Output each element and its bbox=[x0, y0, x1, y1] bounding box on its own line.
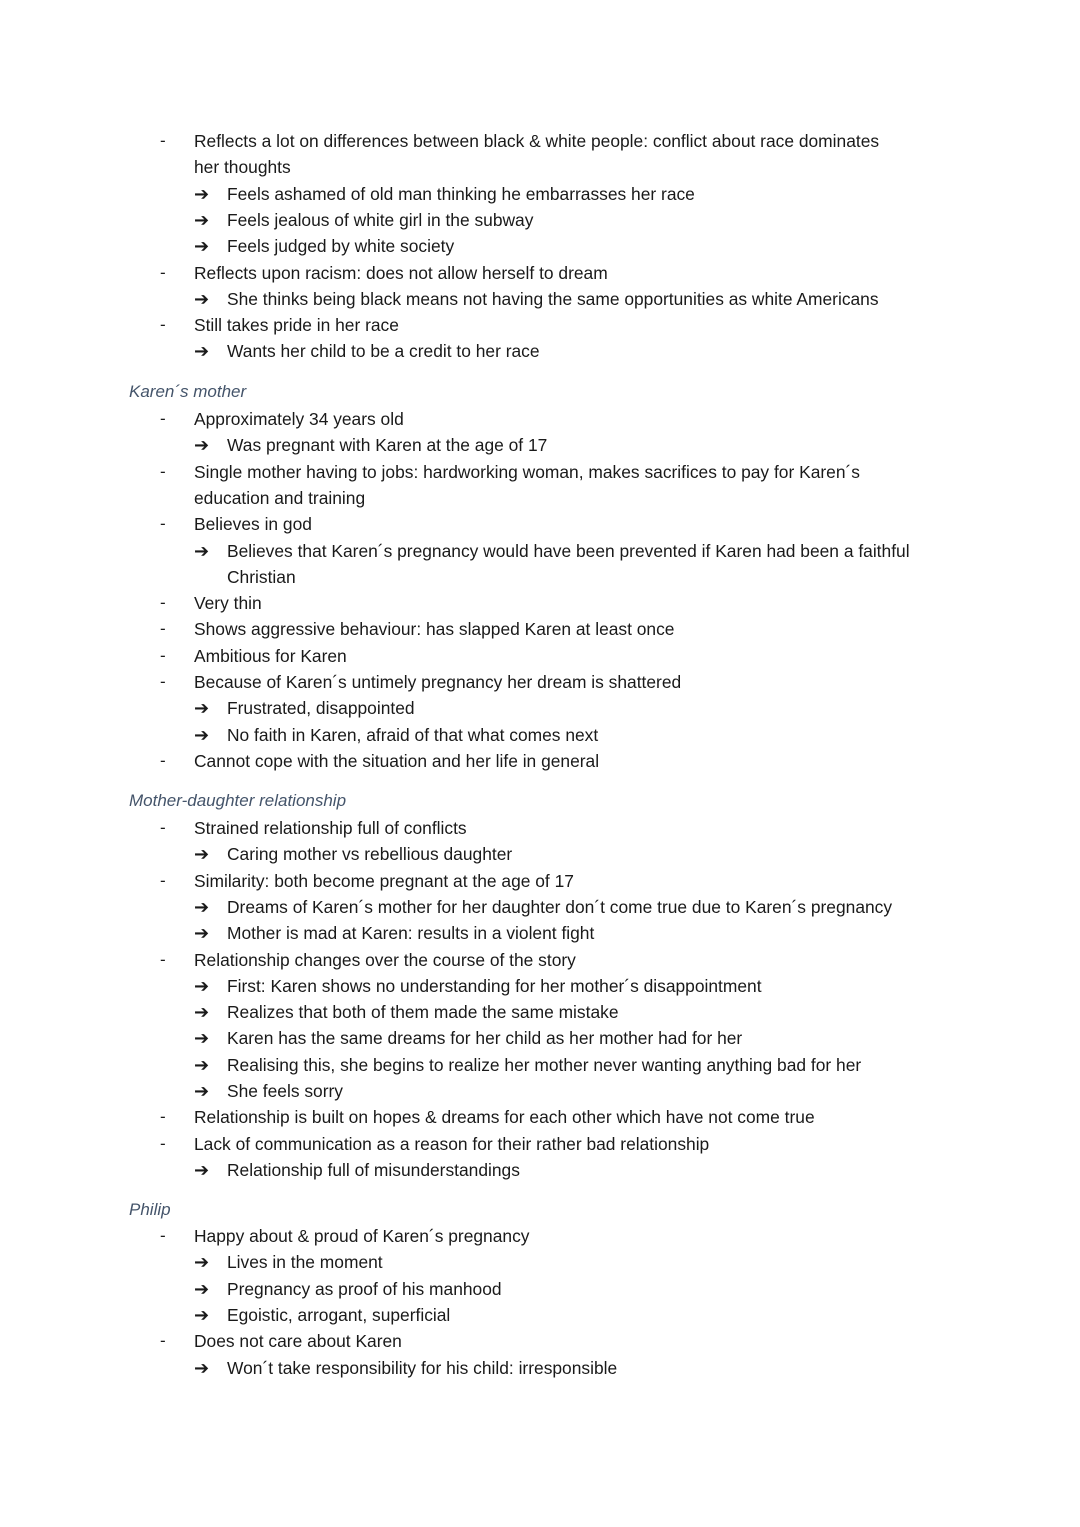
section-heading: Philip bbox=[129, 1200, 171, 1219]
bullet-text-continued: her thoughts bbox=[194, 157, 291, 178]
arrow-right-icon: ➔ bbox=[194, 288, 210, 309]
arrow-item-text: No faith in Karen, afraid of that what comes next bbox=[227, 724, 599, 745]
list-item bbox=[0, 999, 1000, 1025]
list-item bbox=[0, 181, 1000, 207]
bullet-text: Very thin bbox=[194, 593, 262, 614]
dash-bullet-icon: - bbox=[160, 262, 166, 282]
bullet-text: Does not care about Karen bbox=[194, 1331, 402, 1352]
dash-bullet-icon: - bbox=[160, 461, 166, 481]
arrow-item-text: Frustrated, disappointed bbox=[227, 698, 415, 719]
arrow-item-text: Believes that Karen´s pregnancy would have been prevented if Karen had been a faithful bbox=[227, 540, 910, 561]
list-item bbox=[0, 1223, 1000, 1249]
arrow-item-text-continued: Christian bbox=[227, 566, 296, 587]
list-item bbox=[0, 1131, 1000, 1157]
bullet-text: Lack of communication as a reason for their rather bad relationship bbox=[194, 1133, 710, 1154]
arrow-item-text: Realising this, she begins to realize her mother never wanting anything bad for her bbox=[227, 1054, 862, 1075]
list-item bbox=[0, 1157, 1000, 1183]
bullet-text: Believes in god bbox=[194, 514, 312, 535]
list-item bbox=[0, 815, 1000, 841]
arrow-item-text: Feels judged by white society bbox=[227, 236, 455, 257]
arrow-item-text: She feels sorry bbox=[227, 1081, 343, 1101]
arrow-right-icon: ➔ bbox=[194, 896, 210, 917]
list-item bbox=[0, 1104, 1000, 1130]
arrow-item-text: Relationship full of misunderstandings bbox=[227, 1159, 520, 1180]
bullet-text: Reflects upon racism: does not allow herself to dream bbox=[194, 262, 608, 283]
arrow-right-icon: ➔ bbox=[194, 236, 210, 257]
list-item bbox=[0, 286, 1000, 312]
arrow-right-icon: ➔ bbox=[194, 1252, 210, 1273]
arrow-item-text: She thinks being black means not having the same opportunities as white Americans bbox=[227, 288, 879, 309]
arrow-right-icon: ➔ bbox=[194, 209, 210, 230]
section-heading: Karen´s mother bbox=[129, 382, 247, 401]
arrow-right-icon: ➔ bbox=[194, 1278, 210, 1299]
arrow-item-text: Dreams of Karen´s mother for her daughter don´t come true due to Karen´s pregnancy bbox=[227, 896, 893, 917]
dash-bullet-icon: - bbox=[160, 818, 166, 837]
bullet-text: Approximately 34 years old bbox=[194, 409, 404, 429]
arrow-right-icon: ➔ bbox=[194, 698, 210, 719]
bullet-text: Shows aggressive behaviour: has slapped Karen at least once bbox=[194, 619, 675, 640]
list-item bbox=[0, 312, 1000, 338]
dash-bullet-icon: - bbox=[160, 1133, 166, 1153]
section-heading: Mother-daughter relationship bbox=[129, 791, 347, 810]
dash-bullet-icon: - bbox=[160, 949, 166, 969]
dash-bullet-icon: - bbox=[160, 645, 166, 665]
dash-bullet-icon: - bbox=[160, 1226, 166, 1245]
arrow-right-icon: ➔ bbox=[194, 183, 210, 204]
bullet-text: Still takes pride in her race bbox=[194, 315, 399, 336]
list-item bbox=[0, 154, 1000, 180]
dash-bullet-icon: - bbox=[160, 1107, 166, 1127]
list-item bbox=[0, 1249, 1000, 1275]
arrow-right-icon: ➔ bbox=[194, 435, 210, 456]
arrow-item-text: Was pregnant with Karen at the age of 17 bbox=[227, 435, 548, 456]
arrow-right-icon: ➔ bbox=[194, 923, 210, 944]
list-item bbox=[0, 1052, 1000, 1078]
arrow-item-text: Won´t take responsibility for his child: irresponsible bbox=[227, 1357, 618, 1378]
arrow-right-icon: ➔ bbox=[194, 341, 210, 362]
list-item bbox=[0, 1025, 1000, 1051]
arrow-right-icon: ➔ bbox=[194, 1054, 210, 1075]
list-item bbox=[0, 432, 1000, 458]
dash-bullet-icon: - bbox=[160, 593, 166, 613]
list-item bbox=[0, 669, 1000, 695]
arrow-right-icon: ➔ bbox=[194, 724, 210, 745]
list-item bbox=[0, 590, 1000, 616]
arrow-item-text: Mother is mad at Karen: results in a violent fight bbox=[227, 923, 595, 944]
list-item bbox=[0, 947, 1000, 973]
list-item bbox=[0, 207, 1000, 233]
arrow-right-icon: ➔ bbox=[194, 1304, 210, 1325]
list-item bbox=[0, 1355, 1000, 1381]
list-item bbox=[0, 841, 1000, 867]
arrow-item-text: Karen has the same dreams for her child as her mother had for her bbox=[227, 1028, 743, 1049]
arrow-right-icon: ➔ bbox=[194, 1081, 210, 1101]
bullet-text: Similarity: both become pregnant at the age of 17 bbox=[194, 870, 574, 891]
arrow-right-icon: ➔ bbox=[194, 540, 210, 561]
bullet-text: Happy about & proud of Karen´s pregnancy bbox=[194, 1226, 530, 1246]
dash-bullet-icon: - bbox=[160, 514, 166, 534]
list-item bbox=[0, 459, 1000, 485]
bullet-text: Relationship changes over the course of the story bbox=[194, 949, 576, 970]
bullet-text: Cannot cope with the situation and her life in general bbox=[194, 750, 600, 771]
list-item bbox=[0, 1328, 1000, 1354]
dash-bullet-icon: - bbox=[160, 131, 166, 150]
list-item bbox=[0, 485, 1000, 511]
list-item bbox=[0, 973, 1000, 999]
dash-bullet-icon: - bbox=[160, 1331, 166, 1351]
bullet-text: Relationship is built on hopes & dreams for each other which have not come true bbox=[194, 1107, 815, 1128]
list-item bbox=[0, 695, 1000, 721]
bullet-text-continued: education and training bbox=[194, 487, 366, 508]
arrow-right-icon: ➔ bbox=[194, 1028, 210, 1049]
arrow-right-icon: ➔ bbox=[194, 1002, 210, 1023]
list-item bbox=[0, 616, 1000, 642]
list-item bbox=[0, 233, 1000, 259]
list-item bbox=[0, 538, 1000, 564]
arrow-item-text: Pregnancy as proof of his manhood bbox=[227, 1278, 502, 1299]
list-item bbox=[0, 643, 1000, 669]
dash-bullet-icon: - bbox=[160, 750, 166, 770]
list-item bbox=[0, 406, 1000, 432]
list-item bbox=[0, 722, 1000, 748]
dash-bullet-icon: - bbox=[160, 619, 166, 639]
arrow-right-icon: ➔ bbox=[194, 1357, 210, 1378]
arrow-item-text: Feels jealous of white girl in the subway bbox=[227, 209, 534, 230]
dash-bullet-icon: - bbox=[160, 870, 166, 890]
list-item bbox=[0, 1302, 1000, 1328]
arrow-right-icon: ➔ bbox=[194, 844, 210, 865]
list-item bbox=[0, 128, 1000, 154]
list-item bbox=[0, 260, 1000, 286]
arrow-item-text: Lives in the moment bbox=[227, 1252, 383, 1273]
arrow-item-text: First: Karen shows no understanding for her mother´s disappointment bbox=[227, 975, 762, 996]
list-item bbox=[0, 511, 1000, 537]
arrow-item-text: Realizes that both of them made the same mistake bbox=[227, 1002, 619, 1023]
list-item bbox=[0, 1078, 1000, 1104]
list-item bbox=[0, 564, 1000, 590]
bullet-text: Ambitious for Karen bbox=[194, 645, 347, 666]
arrow-right-icon: ➔ bbox=[194, 975, 210, 996]
dash-bullet-icon: - bbox=[160, 672, 166, 691]
arrow-item-text: Feels ashamed of old man thinking he embarrasses her race bbox=[227, 183, 695, 204]
bullet-text: Reflects a lot on differences between black & white people: conflict about race dominates bbox=[194, 131, 880, 151]
arrow-item-text: Egoistic, arrogant, superficial bbox=[227, 1304, 451, 1325]
arrow-item-text: Wants her child to be a credit to her race bbox=[227, 341, 540, 362]
list-item bbox=[0, 920, 1000, 946]
list-item bbox=[0, 868, 1000, 894]
list-item bbox=[0, 748, 1000, 774]
bullet-text: Because of Karen´s untimely pregnancy her dream is shattered bbox=[194, 672, 682, 692]
arrow-right-icon: ➔ bbox=[194, 1159, 210, 1180]
list-item bbox=[0, 1276, 1000, 1302]
bullet-text: Single mother having to jobs: hardworking woman, makes sacrifices to pay for Karen´s bbox=[194, 461, 860, 482]
list-item bbox=[0, 338, 1000, 364]
list-item bbox=[0, 894, 1000, 920]
bullet-text: Strained relationship full of conflicts bbox=[194, 818, 467, 838]
dash-bullet-icon: - bbox=[160, 315, 166, 335]
arrow-item-text: Caring mother vs rebellious daughter bbox=[227, 844, 513, 865]
dash-bullet-icon: - bbox=[160, 409, 166, 428]
